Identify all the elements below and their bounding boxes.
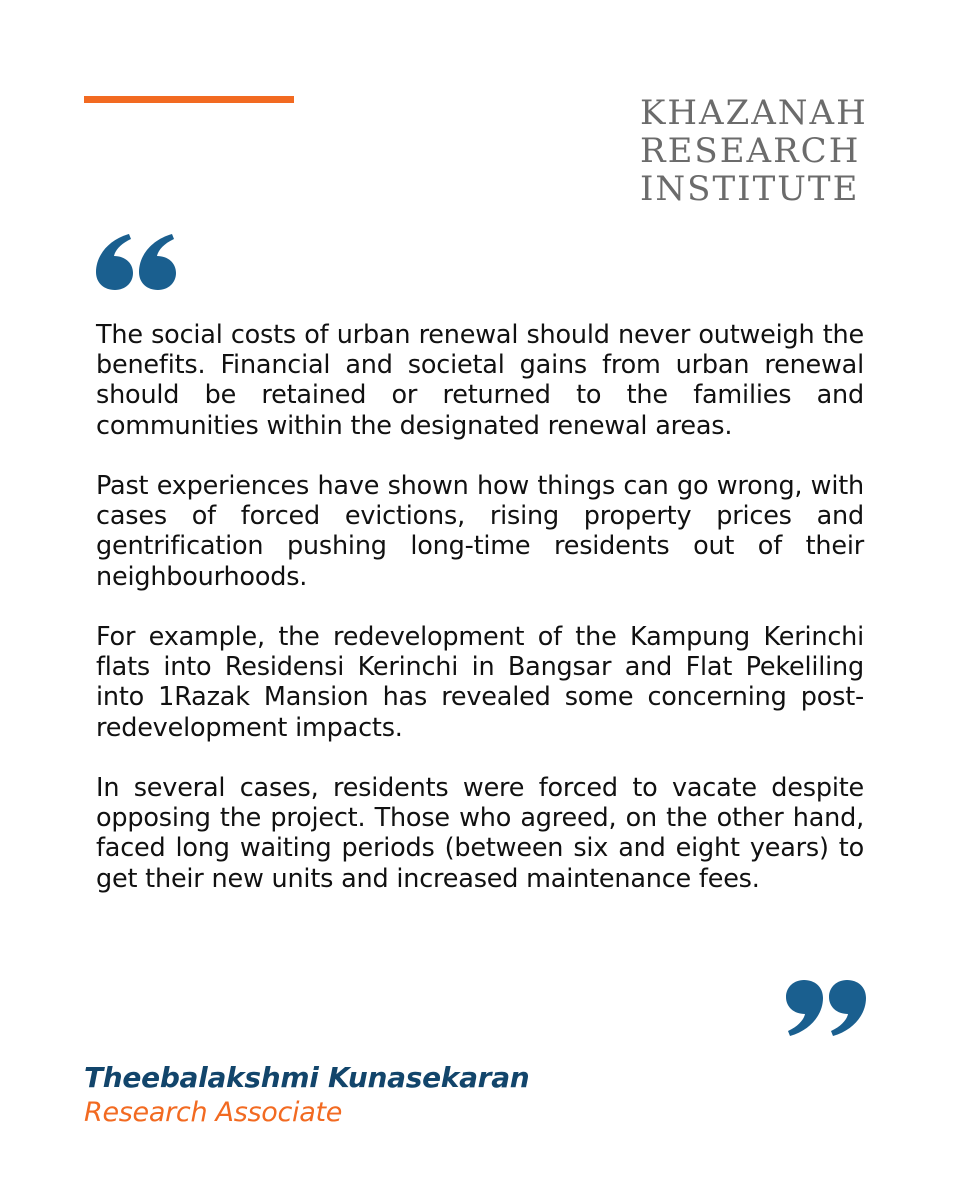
author-block — [84, 1060, 529, 1130]
quote-paragraph-4: In several cases, residents were forced to vacate despite opposing the project. Those who agreed, on the other hand, faced long waiting periods (between six and eight years) to get their new units and increased maintenance fees. — [96, 773, 864, 894]
quote-paragraph-3: For example, the redevelopment of the Kampung Kerinchi flats into Residensi Kerinchi in Bangsar and Flat Pekeliling into 1Razak Mansion has revealed some concerning post-redevelopment impacts. — [96, 622, 864, 743]
quote-paragraph-1: The social costs of urban renewal should never outweigh the benefits. Financial and societal gains from urban renewal should be retained or returned to the families and communities within the designated renewal areas. — [96, 320, 864, 441]
quote-body — [96, 320, 864, 924]
khazanah-logo — [640, 93, 868, 209]
logo-line-3: INSTITUTE — [640, 169, 860, 209]
logo-line-1: KHAZANAH — [640, 93, 868, 133]
accent-bar — [84, 96, 294, 103]
author-name: Theebalakshmi Kunasekaran — [84, 1061, 530, 1094]
author-title: Research Associate — [84, 1097, 343, 1128]
quote-paragraph-2: Past experiences have shown how things can go wrong, with cases of forced evictions, rising property prices and gentrification pushing long-time residents out of their neighbourhoods. — [96, 471, 864, 592]
opening-quote-icon — [96, 232, 176, 290]
logo-line-2: RESEARCH — [640, 131, 861, 171]
closing-quote-icon — [786, 980, 866, 1038]
